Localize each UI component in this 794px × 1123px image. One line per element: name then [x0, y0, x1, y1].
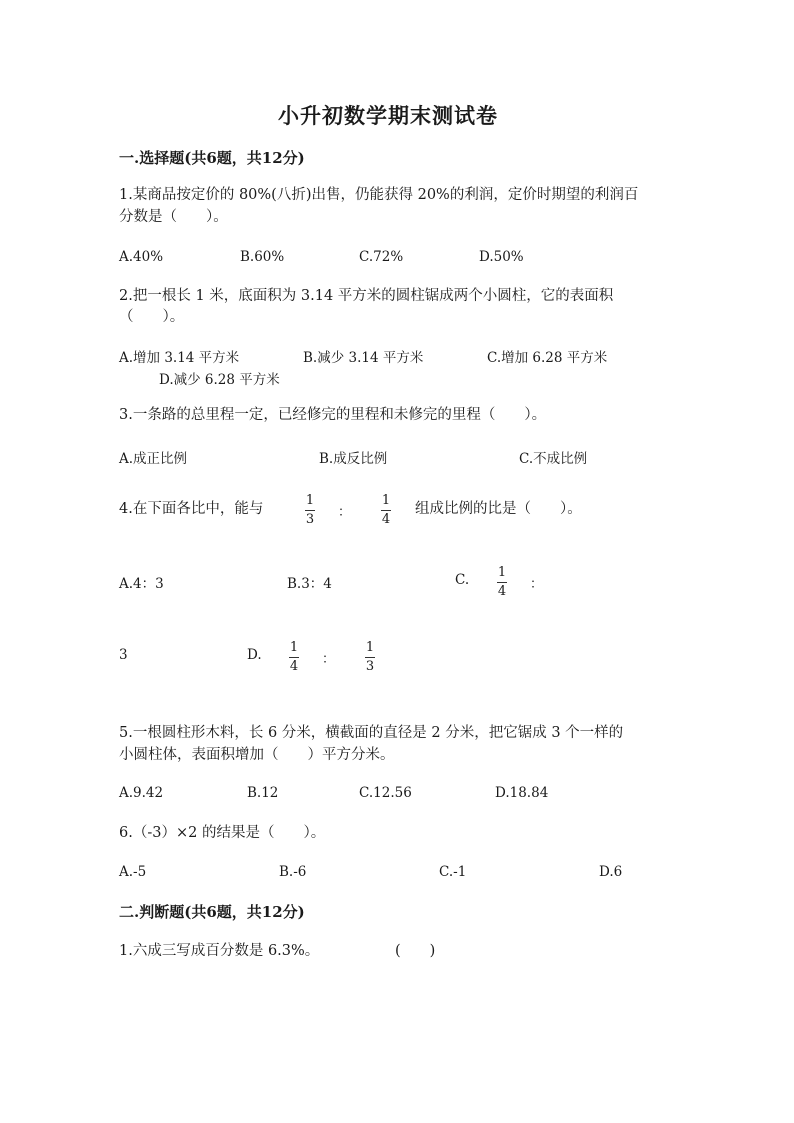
fraction-denominator: 4: [381, 512, 391, 527]
question-4-text-suffix: 组成比例的比是（ ）。: [415, 501, 582, 517]
fraction-bar: [381, 510, 391, 511]
question-5-option-c: C.12.56: [359, 785, 412, 801]
question-2-option-c: C.增加 6.28 平方米: [487, 350, 608, 366]
fraction-one-fourth: [288, 641, 300, 674]
question-1-option-b: B.60%: [240, 249, 285, 265]
fraction-bar: [289, 657, 299, 658]
fraction-bar: [497, 582, 507, 583]
question-5-option-d: D.18.84: [495, 785, 549, 801]
question-5-option-b: B.12: [247, 785, 279, 801]
true-false-question-1-text: 1.六成三写成百分数是 6.3%。: [119, 943, 320, 959]
question-6-option-b: B.-6: [279, 864, 307, 880]
question-3-option-b: B.成反比例: [319, 451, 388, 467]
question-5-text-cont: 小圆柱体，表面积增加（ ）平方分米。: [119, 747, 395, 763]
ratio-colon: ：: [338, 505, 352, 520]
question-1-text-cont: 分数是（ ）。: [119, 209, 228, 225]
fraction-one-third: [364, 641, 376, 674]
fraction-numerator: 1: [305, 493, 315, 508]
fraction-numerator: 1: [497, 565, 507, 580]
question-3-text: 3.一条路的总里程一定，已经修完的里程和未修完的里程（ ）。: [119, 407, 547, 423]
ratio-colon: ：: [322, 652, 336, 667]
question-2-text: 2.把一根长 1 米，底面积为 3.14 平方米的圆柱锯成两个小圆柱，它的表面积: [119, 288, 614, 304]
question-2-option-d: D.减少 6.28 平方米: [159, 372, 280, 388]
fraction-denominator: 3: [365, 659, 375, 674]
fraction-numerator: 1: [381, 493, 391, 508]
fraction-denominator: 3: [305, 512, 315, 527]
section-heading-multiple-choice: 一.选择题(共6题，共12分): [119, 149, 305, 167]
question-6-option-c: C.-1: [439, 864, 467, 880]
question-4-text-prefix: 4.在下面各比中，能与: [119, 501, 264, 517]
fraction-numerator: 1: [365, 640, 375, 655]
answer-blank[interactable]: ( ): [395, 943, 436, 959]
question-3-option-c: C.不成比例: [519, 451, 588, 467]
fraction-denominator: 4: [289, 659, 299, 674]
question-2-option-b: B.减少 3.14 平方米: [303, 350, 424, 366]
fraction-one-fourth: [380, 494, 392, 527]
fraction-one-third: [304, 494, 316, 527]
question-6-option-d: D.6: [599, 864, 623, 880]
question-5-option-a: A.9.42: [119, 785, 164, 801]
fraction-one-fourth: [496, 566, 508, 599]
question-3-option-a: A.成正比例: [119, 451, 188, 467]
question-1-option-d: D.50%: [479, 249, 524, 265]
question-5-text: 5.一根圆柱形木料，长 6 分米，横截面的直径是 2 分米，把它锯成 3 个一样的: [119, 725, 624, 741]
question-2-text-cont: （ ）。: [119, 309, 185, 325]
fraction-numerator: 1: [289, 640, 299, 655]
question-6-option-a: A.-5: [119, 864, 147, 880]
question-4-option-b: B.3：4: [287, 576, 332, 592]
question-6-text: 6.（-3）×2 的结果是（ ）。: [119, 825, 326, 841]
section-heading-true-false: 二.判断题(共6题，共12分): [119, 903, 305, 921]
question-4-option-d-label: D.: [247, 647, 262, 663]
question-1-option-c: C.72%: [359, 249, 404, 265]
fraction-bar: [305, 510, 315, 511]
question-2-option-a: A.增加 3.14 平方米: [119, 350, 240, 366]
question-4-option-c-label: C.: [455, 572, 470, 588]
question-4-option-a: A.4：3: [119, 576, 164, 592]
question-4-option-c-rest: 3: [119, 647, 128, 663]
fraction-bar: [365, 657, 375, 658]
exam-title: 小升初数学期末测试卷: [278, 103, 498, 128]
ratio-colon: ：: [530, 577, 544, 592]
question-1-option-a: A.40%: [119, 249, 164, 265]
question-1-text: 1.某商品按定价的 80%(八折)出售，仍能获得 20%的利润，定价时期望的利润百: [119, 187, 639, 203]
fraction-denominator: 4: [497, 584, 507, 599]
